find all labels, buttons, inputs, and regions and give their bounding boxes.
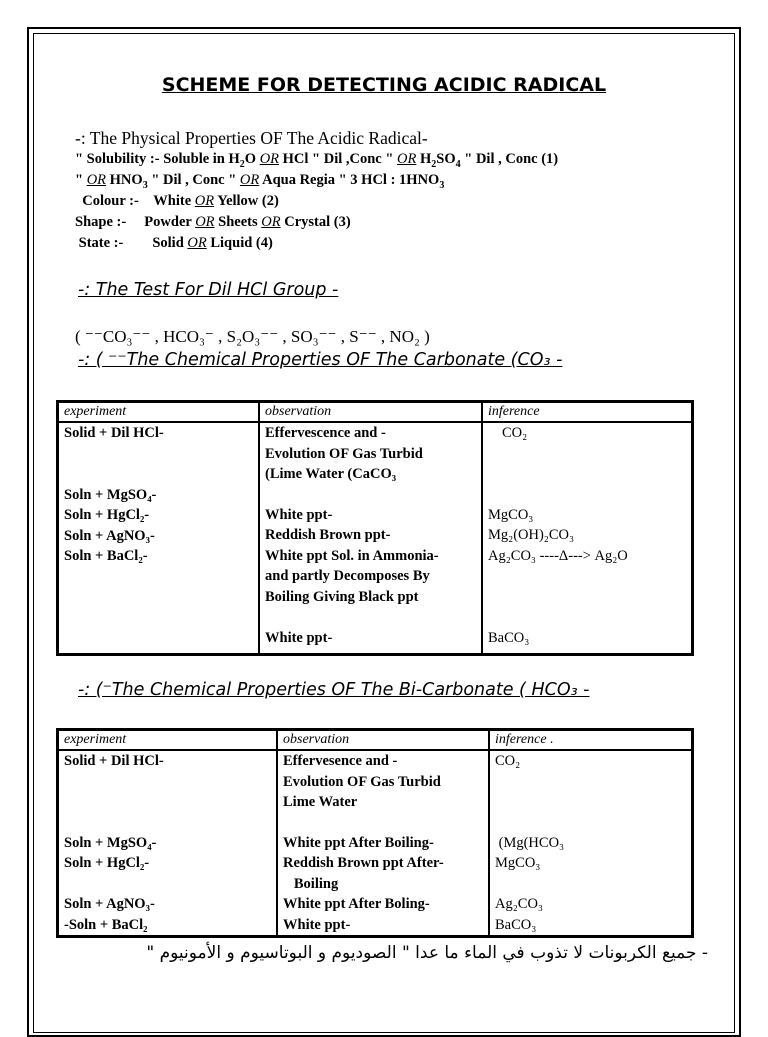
solubility-text: O: [244, 151, 257, 167]
header-observation: observation: [259, 402, 482, 422]
observation-text: White ppt After Boiling-: [283, 834, 434, 851]
experiment-text: -Soln + BaCl₂: [64, 916, 148, 933]
solubility-text: ": [75, 172, 84, 188]
experiment-text: Soln + AgNO₃-: [64, 896, 155, 912]
shape-label: Shape :-: [75, 214, 127, 230]
observation-text: Boiling: [283, 875, 339, 892]
observation-text: Evolution OF Gas Turbid: [283, 773, 441, 790]
solubility-text: H: [420, 151, 432, 167]
experiment-text: Soln + MgSO₄-: [64, 486, 157, 503]
physical-properties: [75, 128, 558, 254]
observation-text: Boiling Giving Black ppt: [265, 588, 419, 605]
inference-text: CO₂: [495, 753, 521, 769]
state-value: Liquid (4): [210, 235, 273, 251]
observation-text: Reddish Brown ppt After-: [283, 855, 444, 871]
observation-text: White ppt After Boling-: [283, 896, 430, 912]
ions-list: ( ⁻⁻CO₃⁻⁻ , HCO₃⁻ , S₂O₃⁻⁻ , SO₃⁻⁻ , S⁻⁻ , NO₂ ): [75, 327, 430, 346]
solubility-text: Aqua Regia " 3 HCl : 1HNO: [262, 172, 440, 188]
shape-line: [75, 212, 558, 233]
experiment-text: Soln + AgNO₃-: [64, 527, 155, 544]
observation-text: White ppt Sol. in Ammonia-: [265, 547, 439, 564]
colour-line: [75, 191, 558, 212]
subscript: 2: [431, 158, 437, 170]
observation-text: (Lime Water (CaCO₃: [265, 466, 397, 482]
experiment-text: Soln + BaCl₂-: [64, 548, 148, 564]
inference-text: Ag₂CO₃: [495, 896, 543, 912]
header-observation: observation: [277, 730, 489, 750]
inference-text: Mg₂(OH)₂CO₃: [488, 527, 575, 543]
inference-text: BaCO₃: [495, 916, 537, 933]
or-label: OR: [239, 172, 260, 188]
header-inference: inference: [482, 402, 692, 422]
or-label: OR: [261, 214, 281, 230]
observation-text: and partly Decomposes By: [265, 568, 430, 584]
inference-text: BaCO₃: [488, 629, 530, 646]
shape-value: Crystal (3): [284, 214, 351, 230]
observation-text: Effervescence and -: [265, 425, 386, 441]
observation-cell: [259, 422, 482, 654]
inference-text: CO₂: [502, 425, 528, 441]
state-label: State :-: [78, 235, 124, 251]
or-label: OR: [195, 214, 215, 230]
subscript: 2: [239, 158, 245, 170]
inference-text: (Mg(HCO₃: [495, 834, 565, 851]
subscript: 3: [439, 179, 445, 191]
header-experiment: experiment: [58, 730, 277, 750]
observation-text: Effervesence and -: [283, 753, 398, 769]
subscript: 4: [455, 158, 461, 170]
solubility-line: [75, 149, 558, 170]
header-inference: inference .: [489, 730, 692, 750]
or-label: OR: [86, 172, 107, 188]
table-header-row: [58, 730, 692, 750]
experiment-text: Soln + HgCl₂-: [64, 855, 150, 871]
experiment-text: Soln + MgSO₄-: [64, 834, 157, 851]
solubility-text: " Dil , Conc (1): [464, 151, 559, 167]
observation-text: Reddish Brown ppt-: [265, 527, 391, 543]
observation-cell: [277, 750, 489, 936]
experiment-text: Soln + HgCl₂-: [64, 507, 150, 523]
or-label: OR: [187, 235, 207, 251]
colour-value: White: [153, 193, 192, 209]
solubility-text: " Dil , Conc ": [151, 172, 237, 188]
colour-label: Colour :-: [82, 193, 139, 209]
solubility-text: SO: [436, 151, 456, 167]
observation-text: White ppt-: [265, 629, 333, 646]
table-header-row: [58, 402, 692, 422]
bicarbonate-heading: -: (⁻The Chemical Properties OF The Bi-Carbonate ( HCO₃ -: [78, 680, 590, 700]
bicarbonate-table: [56, 728, 694, 938]
table-row: [58, 422, 692, 654]
subscript: 3: [142, 179, 148, 191]
experiment-cell: [58, 750, 277, 936]
observation-text: White ppt-: [265, 506, 333, 523]
arabic-note: - جميع الكربونات لا تذوب في الماء ما عدا " الصوديوم و البوتاسيوم و الأمونيوم ": [146, 943, 708, 963]
or-label: OR: [194, 193, 215, 209]
experiment-text: Solid + Dil HCl-: [64, 425, 164, 441]
experiment-text: Solid + Dil HCl-: [64, 753, 164, 769]
state-line: [75, 233, 558, 254]
dil-hcl-group-heading: -: The Test For Dil HCl Group -: [78, 280, 339, 300]
physical-heading: -: The Physical Properties OF The Acidic Radical-: [75, 128, 428, 148]
or-label: OR: [259, 151, 280, 167]
inference-text: MgCO₃: [495, 855, 541, 871]
observation-text: Evolution OF Gas Turbid: [265, 445, 423, 462]
header-experiment: experiment: [58, 402, 259, 422]
state-value: Solid: [152, 235, 184, 251]
shape-value: Powder: [144, 214, 192, 230]
inference-cell: [482, 422, 692, 654]
observation-text: White ppt-: [283, 916, 351, 933]
inference-text: MgCO₃: [488, 506, 534, 523]
solubility-text: HNO: [109, 172, 143, 188]
table-row: [58, 750, 692, 936]
inference-cell: [489, 750, 692, 936]
shape-value: Sheets: [218, 214, 258, 230]
solubility-text: " Solubility :- Soluble in H: [75, 151, 240, 167]
solubility-line-2: [75, 170, 558, 191]
observation-text: Lime Water: [283, 794, 358, 810]
or-label: OR: [397, 151, 417, 167]
carbonate-table: [56, 400, 694, 656]
page-title: SCHEME FOR DETECTING ACIDIC RADICAL: [161, 74, 607, 96]
solubility-text: HCl " Dil ,Conc ": [282, 151, 394, 167]
experiment-cell: [58, 422, 259, 654]
carbonate-heading: -: ( ⁻⁻The Chemical Properties OF The Carbonate (CO₃ -: [78, 350, 563, 370]
colour-value: Yellow (2): [217, 193, 279, 209]
inference-text: Ag₂CO₃ ----Δ---> Ag₂O: [488, 547, 628, 564]
